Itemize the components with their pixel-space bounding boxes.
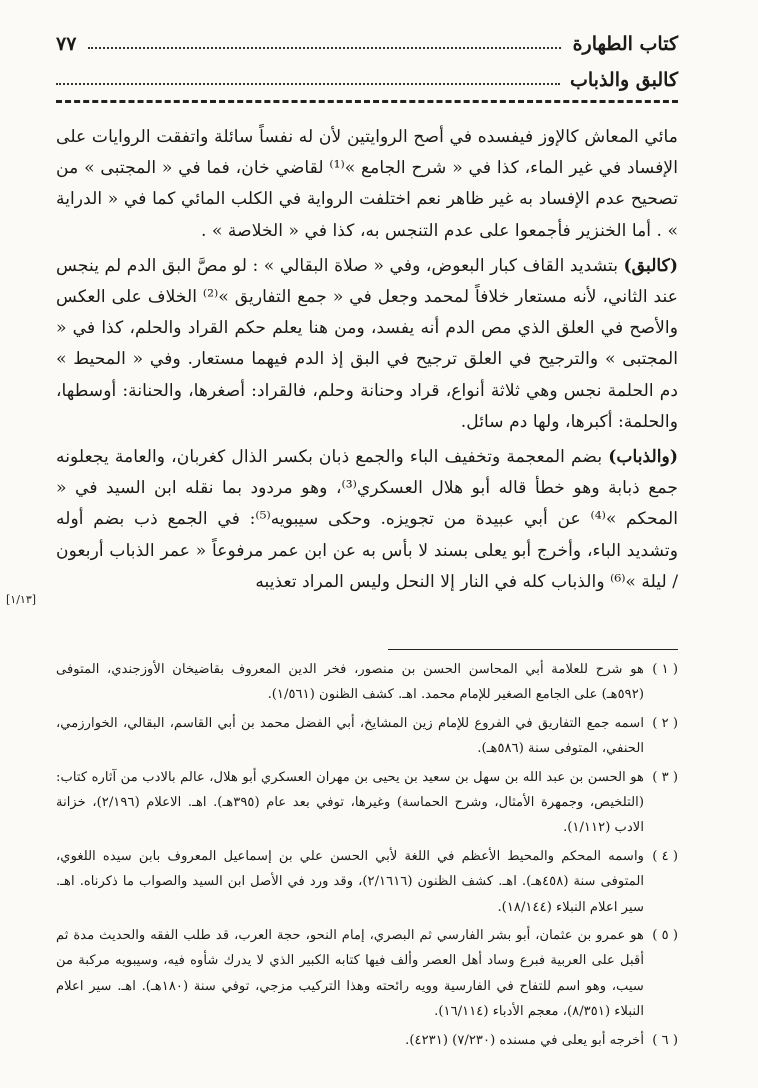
footnote: [56, 711, 678, 762]
section-title: [56, 66, 678, 94]
paragraph-3-text: بضم المعجمة وتخفيف الباء والجمع ذبان بكسر الذال كغربان، والعامة يجعلونه جمع ذبابة وهو خطأ قاله أبو هلال العسكري⁽³⁾، وهو مردود بما نقله ابن السيد في « المحكم »⁽⁴⁾ عن أبي عبيدة من تجويزه. وحكى سيبويه⁽⁵⁾: في الجمع ذب بضم أوله وتشديد الباء، وأخرج أبو يعلى بسند لا بأس به عن ابن عمر مرفوعاً « عمر الذباب أربعون / ليلة »⁽⁶⁾ والذباب كله في النار إلا النحل وليس المراد تعذيبه: [56, 447, 678, 592]
book-title: كتاب الطهارة: [572, 33, 678, 55]
footnote-text: هو شرح للعلامة أبي المحاسن الحسن بن منصور، فخر الدين المعروف بقاضيخان الأوزجندي، المتوفى (٥٩٢هـ) على الجامع الصغير للإمام محمد. اهـ. كشف الظنون (١/٥٦١).: [56, 662, 644, 703]
footnote-number: ( ٢ ): [652, 715, 678, 731]
paragraph-2-text: بتشديد القاف كبار البعوض، وفي « صلاة البقالي » : لو مصَّ البق الدم لم ينجس عند الثاني، لأنه مستعار خلافاً لمحمد وجعل في « جمع التفاريق »⁽²⁾ الخلاف على العكس والأصح في العلق الذي مص الدم أنه يفسد، ومن هنا يعلم حكم القراد والحلم، كذا في « المجتبى » والترجيح في العلق ترجيح في البق إذ الدم فيهما مستعار. وفي « المحيط » دم الحلمة نجس وهي ثلاثة أنواع، قراد وحنانة وحلم، فالقراد: أصغرها، والحنانة: أوسطها، والحلمة: أكبرها، ولها دم سائل.: [56, 255, 678, 432]
section-title-leader: [56, 83, 560, 85]
footnote-number: ( ١ ): [652, 662, 678, 677]
keyword-kalbaq: (كالبق): [623, 255, 678, 276]
footnote-number: ( ٣ ): [652, 769, 678, 785]
footnotes: [56, 657, 678, 1056]
dashed-divider: [56, 100, 678, 103]
footnote-number: ( ٦ ): [652, 1032, 678, 1048]
footnote-separator: [388, 649, 678, 650]
margin-page-reference: [١/١٣]: [6, 593, 37, 606]
running-header: [56, 28, 678, 60]
footnote-text: اسمه جمع التفاريق في الفروع للإمام زين المشايخ، أبي الفضل محمد بن أبي القاسم، البقالي، الخوارزمي، الحنفي، المتوفى سنة (٥٨٦هـ).: [56, 715, 644, 757]
header-leader: [88, 47, 560, 49]
footnote-text: هو الحسن بن عبد الله بن سهل بن سعيد بن يحيى بن مهران العسكري أبو هلال، عالم بالادب من آثاره كتاب: (التلخيص، وجمهرة الأمثال، وشرح الحماسة) وغيرها، توفي بعد عام (٣٩٥هـ). اهـ. الاعلام (٢/١٩٦)، خزانة الادب (١/١١٢).: [56, 769, 644, 836]
keyword-wadhubab: (والذباب): [608, 447, 678, 468]
footnote-number: ( ٥ ): [652, 928, 678, 944]
footnote: [56, 844, 678, 920]
page-number: ٧٧: [56, 33, 77, 55]
paragraph-1: مائي المعاش كالإوز فيفسده في أصح الروايتين لأن له نفساً سائلة واتفقت الروايات على الإفساد في غير الماء، كذا في « شرح الجامع »⁽¹⁾ لقاضي خان، فما في « المجتبى » من تصحيح عدم الإفساد به غير ظاهر نعم اختلفت الرواية في الكلب المائي كما في « الدراية » . أما الخنزير فأجمعوا على عدم التنجس به، كذا في « الخلاصة » .: [56, 127, 678, 241]
footnote: [56, 765, 678, 841]
footnote-text: أخرجه أبو يعلى في مسنده (٧/٢٣٠) (٤٢٣١).: [405, 1032, 644, 1048]
paragraph-2: [56, 251, 678, 438]
section-title-text: كالبق والذباب: [570, 69, 678, 91]
paragraph-3: [56, 442, 678, 598]
footnote: [56, 657, 678, 708]
main-text: [56, 122, 678, 598]
footnote-text: هو عمرو بن عثمان، أبو بشر الفارسي ثم البصري، إمام النحو، حجة العرب، قد طلب الفقه والحديث مدة ثم أقبل على العربية فبرع وساد أهل العصر وألف فيها كتابه الكبير الذي لا يدرك شأوه فيه، وسيبويه مركبة من سيب، وهو اسم للتفاح في الفارسية وويه رائحته وهذا التركيب مزجي، توفي سنة (١٨٠هـ). اهـ. سير اعلام النبلاء (٨/٣٥١)، معجم الأدباء (١٦/١١٤).: [56, 928, 644, 1020]
footnote: [56, 923, 678, 1025]
footnote-text: واسمه المحكم والمحيط الأعظم في اللغة لأبي الحسن علي بن إسماعيل المعروف بابن سيده اللغوي، المتوفى سنة (٤٥٨هـ). اهـ. كشف الظنون (٢/١٦١٦)، وقد ورد في الأصل ابن السيد والصواب ما ذكرناه. اهـ. سير اعلام النبلاء (١٨/١٤٤).: [56, 848, 644, 915]
footnote-number: ( ٤ ): [652, 848, 678, 864]
footnote: [56, 1028, 678, 1053]
